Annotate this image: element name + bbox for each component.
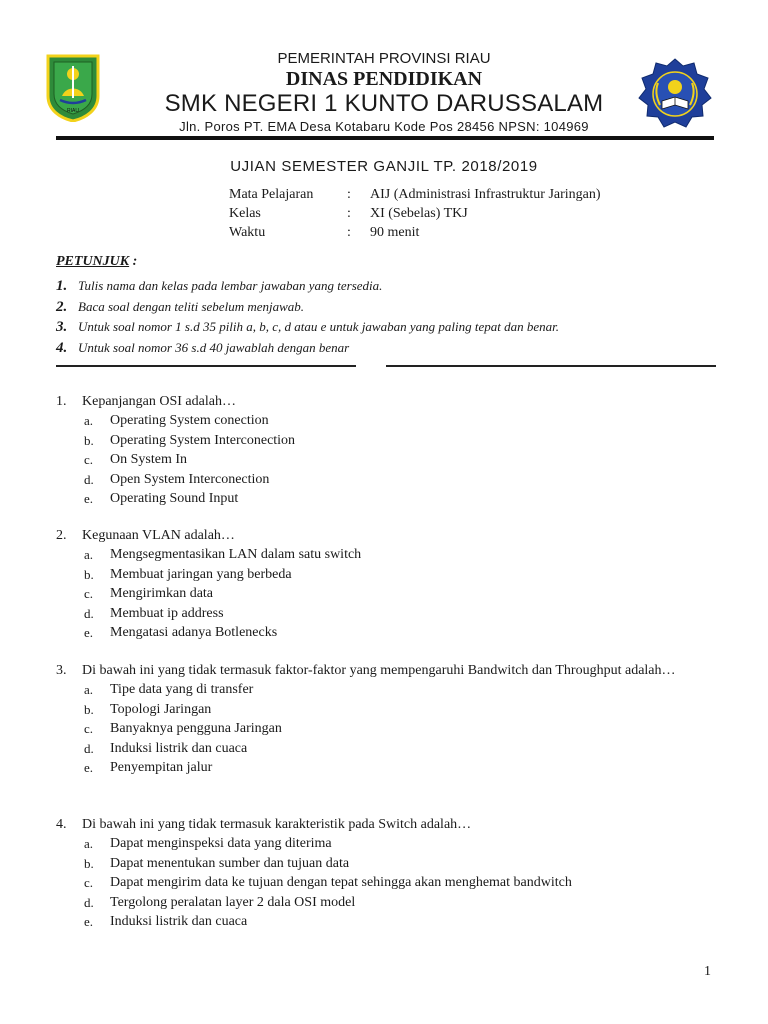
instruction-item: [56, 276, 559, 297]
info-value: AIJ (Administrasi Infrastruktur Jaringan): [370, 187, 601, 202]
option-text: Topologi Jaringan: [110, 701, 212, 717]
instructions-heading: [56, 254, 137, 270]
info-value: 90 menit: [370, 225, 420, 240]
answer-option: [56, 623, 716, 642]
question-2: [56, 526, 716, 642]
option-letter: c.: [84, 586, 94, 602]
instruction-number: 3.: [56, 319, 68, 335]
exam-info-row: [229, 204, 601, 223]
option-letter: b.: [84, 566, 94, 582]
instructions-list: [56, 276, 559, 358]
question-text: Di bawah ini yang tidak termasuk faktor-faktor yang mempengaruhi Bandwitch dan Throughput adalah…: [82, 663, 676, 678]
info-separator: :: [347, 187, 351, 202]
option-letter: e.: [84, 625, 94, 641]
option-letter: c.: [84, 875, 94, 891]
answer-option: [56, 719, 716, 738]
option-letter: b.: [84, 432, 94, 448]
instruction-number: 4.: [56, 339, 68, 356]
answer-option: [56, 489, 716, 508]
answer-option: [56, 470, 716, 489]
option-text: Penyempitan jalur: [110, 760, 213, 776]
option-text: Membuat ip address: [110, 605, 224, 621]
info-label: Waktu: [229, 225, 266, 240]
option-text: Mengsegmentasikan LAN dalam satu switch: [110, 547, 362, 563]
answer-option: [56, 700, 716, 719]
exam-info: [229, 185, 601, 242]
question-number: 4.: [56, 817, 67, 832]
option-letter: c.: [84, 721, 94, 737]
instruction-text: Baca soal dengan teliti sebelum menjawab.: [78, 298, 305, 314]
instruction-item: [56, 297, 559, 318]
option-text: Tipe data yang di transfer: [110, 682, 254, 698]
answer-option: [56, 739, 716, 758]
instruction-text: Tulis nama dan kelas pada lembar jawaban yang tersedia.: [78, 278, 383, 293]
option-letter: a.: [84, 413, 94, 429]
option-text: Dapat menginspeksi data yang diterima: [110, 836, 332, 852]
answer-option: [56, 584, 716, 603]
option-text: On System In: [110, 452, 187, 468]
instruction-number: 2.: [56, 298, 68, 315]
answer-option: [56, 873, 716, 892]
option-text: Mengatasi adanya Botlenecks: [110, 625, 278, 641]
question-1: [56, 392, 716, 508]
option-text: Banyaknya pengguna Jaringan: [110, 721, 282, 737]
instruction-item: [56, 338, 559, 359]
option-text: Operating System Interconection: [110, 432, 296, 448]
question-text: Kegunaan VLAN adalah…: [82, 528, 235, 543]
option-text: Dapat menentukan sumber dan tujuan data: [110, 855, 350, 871]
exam-info-row: [229, 223, 601, 242]
question-number: 1.: [56, 394, 67, 409]
info-value: XI (Sebelas) TKJ: [370, 206, 468, 221]
info-separator: :: [347, 206, 351, 221]
option-text: Dapat mengirim data ke tujuan dengan tepat sehingga akan menghemat bandwitch: [110, 875, 572, 891]
header-divider: [56, 136, 714, 140]
question-number: 2.: [56, 528, 67, 543]
question-text: Kepanjangan OSI adalah…: [82, 394, 236, 409]
answer-option: [56, 431, 716, 450]
instructions-divider-right: [386, 365, 716, 367]
instruction-text: Untuk soal nomor 36 s.d 40 jawablah dengan benar: [78, 339, 350, 355]
header-school-name: SMK NEGERI 1 KUNTO DARUSSALAM: [164, 90, 604, 117]
question-number: 3.: [56, 663, 67, 678]
option-letter: e.: [84, 914, 94, 930]
answer-option: [56, 680, 716, 699]
answer-option: [56, 565, 716, 584]
option-text: Membuat jaringan yang berbeda: [110, 566, 292, 582]
option-letter: d.: [84, 894, 94, 910]
info-label: Mata Pelajaran: [229, 187, 314, 202]
option-text: Induksi listrik dan cuaca: [110, 740, 248, 756]
answer-option: [56, 834, 716, 853]
option-letter: b.: [84, 855, 94, 871]
option-letter: a.: [84, 547, 94, 563]
header-government-name: PEMERINTAH PROVINSI RIAU: [277, 50, 491, 67]
question-stem: [56, 526, 716, 545]
option-text: Mengirimkan data: [110, 586, 214, 602]
header-address: Jln. Poros PT. EMA Desa Kotabaru Kode Pos 28456 NPSN: 104969: [179, 119, 589, 134]
info-separator: :: [347, 225, 351, 240]
answer-option: [56, 912, 716, 931]
answer-option: [56, 893, 716, 912]
instructions-divider-left: [56, 365, 356, 367]
answer-option: [56, 411, 716, 430]
exam-title: UJIAN SEMESTER GANJIL TP. 2018/2019: [230, 158, 538, 175]
option-letter: a.: [84, 682, 94, 698]
exam-info-row: [229, 185, 601, 204]
answer-option: [56, 758, 716, 777]
question-stem: [56, 815, 716, 834]
question-3: [56, 661, 716, 777]
question-4: [56, 815, 716, 931]
question-stem: [56, 661, 716, 680]
option-letter: a.: [84, 836, 94, 852]
option-letter: d.: [84, 605, 94, 621]
option-letter: c.: [84, 452, 94, 468]
info-label: Kelas: [229, 206, 261, 221]
option-text: Induksi listrik dan cuaca: [110, 914, 248, 930]
option-letter: d.: [84, 471, 94, 487]
answer-option: [56, 450, 716, 469]
answer-option: [56, 545, 716, 564]
header-department-name: DINAS PENDIDIKAN: [285, 68, 483, 90]
option-text: Tergolong peralatan layer 2 dala OSI model: [110, 894, 356, 910]
option-text: Open System Interconection: [110, 471, 270, 487]
page-number: 1: [704, 964, 711, 979]
option-letter: d.: [84, 740, 94, 756]
question-text: Di bawah ini yang tidak termasuk karakteristik pada Switch adalah…: [82, 817, 472, 832]
instructions-colon: :: [129, 254, 138, 269]
instruction-number: 1.: [56, 278, 68, 294]
riau-logo-text: RIAU: [67, 108, 79, 114]
instructions-title: PETUNJUK: [56, 254, 130, 269]
answer-option: [56, 604, 716, 623]
answer-option: [56, 854, 716, 873]
option-text: Operating System conection: [110, 413, 269, 429]
option-letter: e.: [84, 491, 94, 507]
option-text: Operating Sound Input: [110, 491, 239, 507]
question-stem: [56, 392, 716, 411]
option-letter: b.: [84, 701, 94, 717]
instruction-item: [56, 317, 559, 338]
option-letter: e.: [84, 760, 94, 776]
instruction-text: Untuk soal nomor 1 s.d 35 pilih a, b, c, d atau e untuk jawaban yang paling tepat dan benar.: [78, 319, 559, 334]
